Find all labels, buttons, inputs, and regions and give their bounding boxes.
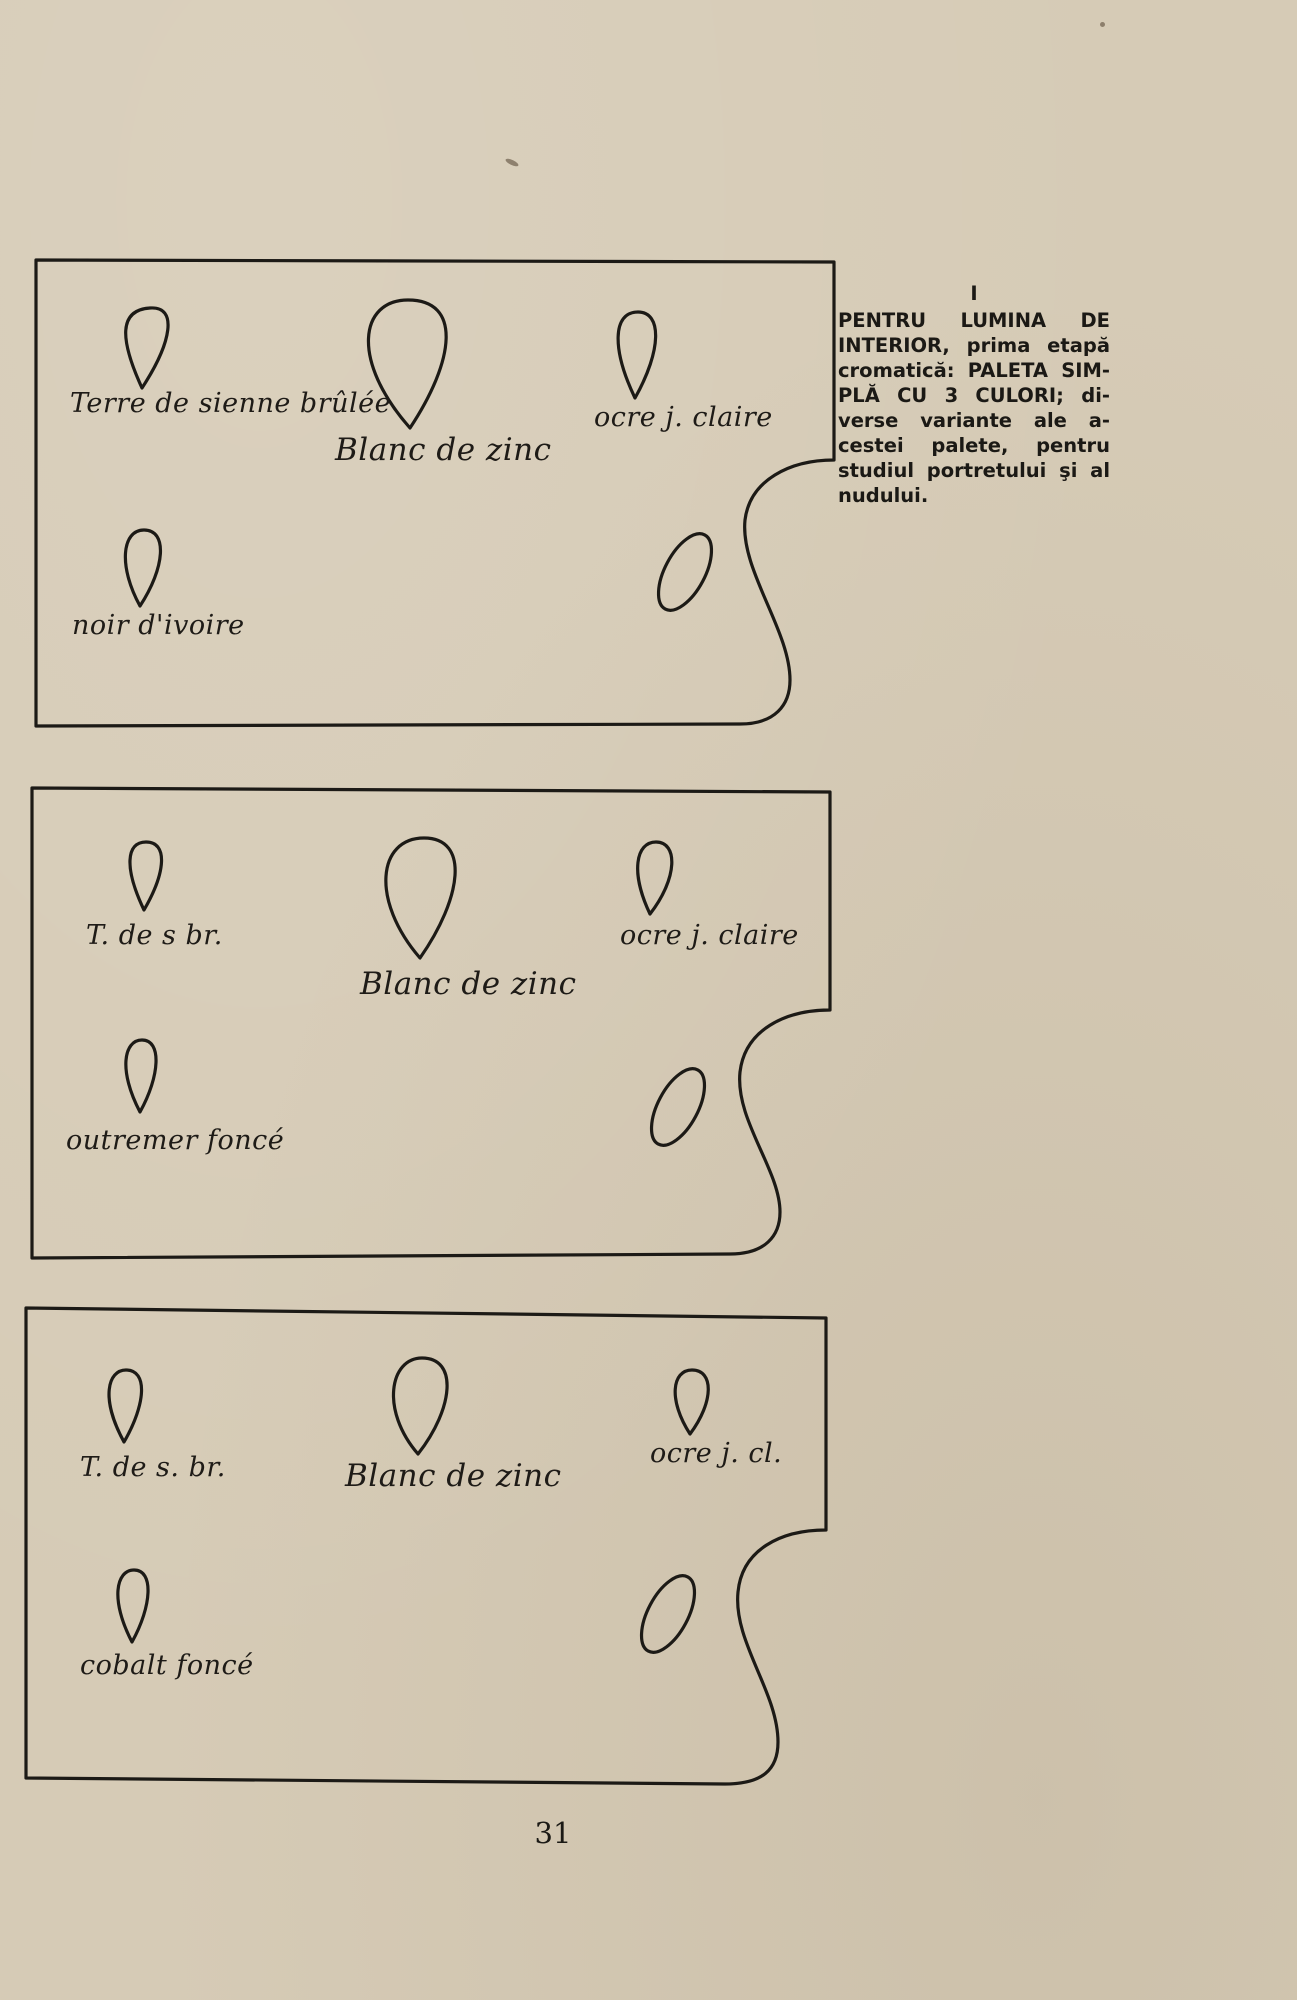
paint-blob <box>125 530 160 606</box>
label-bottom-left: cobalt foncé <box>80 1650 254 1681</box>
palette-outline <box>32 788 830 1258</box>
label-bottom-left: noir d'ivoire <box>72 610 245 641</box>
paint-blob <box>386 838 455 958</box>
label-top-right: ocre j. cl. <box>650 1438 783 1469</box>
paint-blob <box>126 308 168 388</box>
paint-blob <box>130 842 162 910</box>
palette-outline <box>36 260 834 726</box>
paint-blob <box>109 1370 142 1442</box>
label-center: Blanc de zinc <box>360 966 577 1002</box>
thumb-hole <box>648 526 723 619</box>
palette-3-drawing <box>0 1300 1297 1800</box>
caption-numeral: I <box>970 282 978 305</box>
page-number: 31 <box>534 1816 572 1850</box>
paper-speck <box>505 157 520 167</box>
caption-text: PENTRU LUMINA DE INTERIOR, prima etapă cromatică: PALETA SIM-PLĂ CU 3 CULORI; di-verse variante ale a-cestei palete, pentru studiul portretului şi al nudului. <box>838 309 1110 507</box>
label-top-left: Terre de sienne brûlée <box>70 388 392 419</box>
paint-blob <box>118 1570 148 1642</box>
label-top-left: T. de s. br. <box>80 1452 226 1483</box>
paper-speck <box>1100 22 1105 27</box>
palette-3 <box>0 1300 1297 1800</box>
paint-blob <box>393 1358 447 1454</box>
paint-blob <box>675 1370 708 1434</box>
label-top-left: T. de s br. <box>86 920 223 951</box>
thumb-hole <box>641 1061 716 1154</box>
label-top-right: ocre j. claire <box>620 920 799 951</box>
palette-2-drawing <box>0 780 1297 1260</box>
label-bottom-left: outremer foncé <box>66 1125 285 1156</box>
paint-blob <box>618 312 656 398</box>
caption <box>838 281 1110 508</box>
label-top-right: ocre j. claire <box>594 402 773 433</box>
thumb-hole <box>631 1568 706 1661</box>
label-center: Blanc de zinc <box>335 432 552 468</box>
paint-blob <box>638 842 672 914</box>
paint-blob <box>126 1040 156 1112</box>
label-center: Blanc de zinc <box>345 1458 562 1494</box>
palette-2 <box>0 780 1297 1260</box>
